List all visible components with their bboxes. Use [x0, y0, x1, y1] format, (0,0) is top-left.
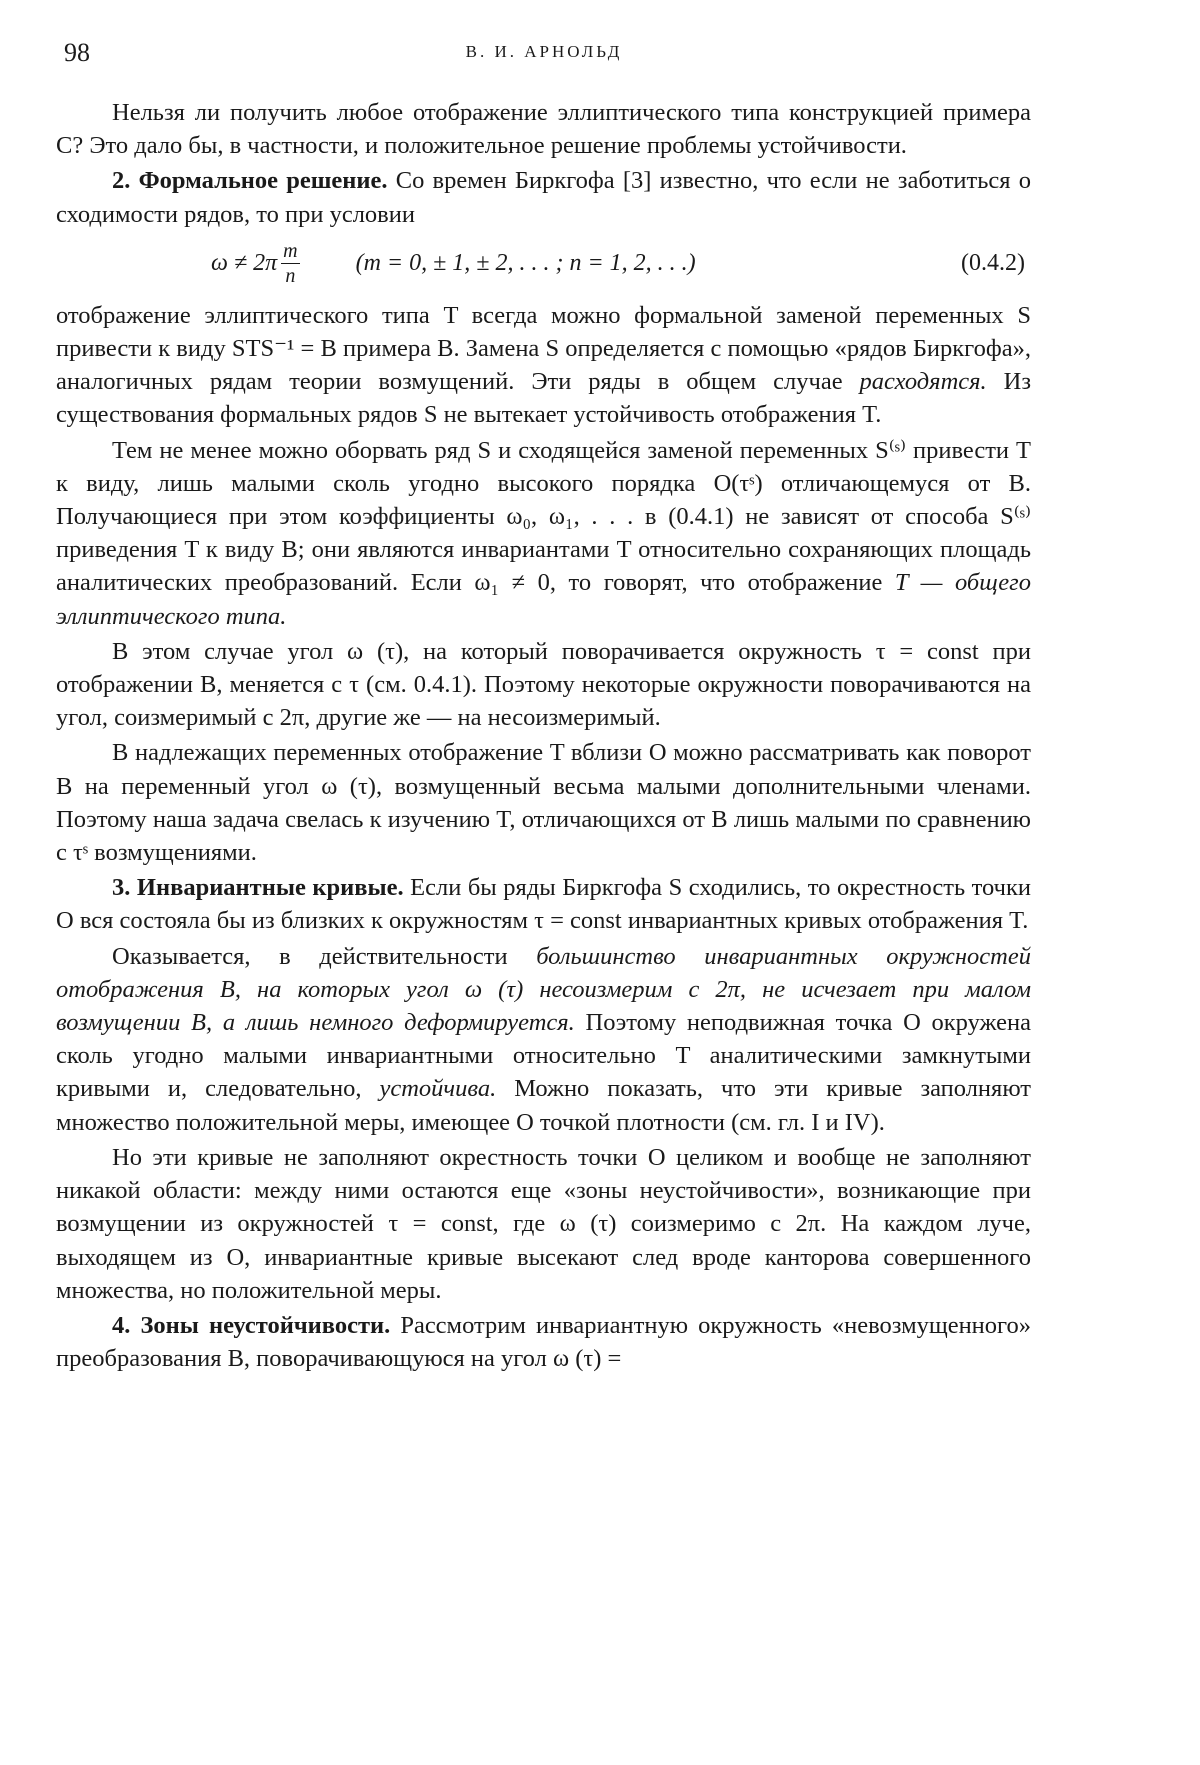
page-number: 98 — [64, 38, 90, 67]
italic-text: T — общего эллиптического типа. — [56, 569, 1031, 630]
equation-number: (0.4.2) — [961, 250, 1025, 277]
formula-fraction — [281, 241, 299, 286]
paragraph-text: Но эти кривые не заполняют окрестность точки O целиком и вообще не заполняют никакой области: между ними остаются еще «зоны неустойчивости», возникающие при возмущении из окружностей τ = const, где ω (τ) соизмеримо с 2π. На каждом луче, выходящем из O, инвариантные кривые высекают след вроде канторова совершенного множества, но положительной меры. — [56, 1143, 1031, 1304]
section-2-paragraph — [56, 164, 1031, 230]
section-heading: 3. Инвариантные кривые. — [112, 874, 404, 902]
paragraph-text: Если бы ряды Биркгофа S сходились, то окрестность точки O вся состояла бы из близких к окружностям τ = const инвариантных кривых отображения T. — [56, 874, 1032, 935]
paragraph — [56, 736, 1031, 869]
paragraph — [56, 299, 1031, 432]
paragraph-text: Оказывается, в действительности — [112, 942, 537, 970]
page-header — [64, 38, 1024, 78]
paragraph-text: Со времен Биркгофа [3] известно, что если не заботиться о сходимости рядов, то при условии — [56, 167, 1032, 228]
paragraph — [56, 434, 1031, 633]
paragraph — [56, 635, 1031, 735]
running-head: В. И. АРНОЛЬД — [465, 42, 623, 61]
page-body — [56, 96, 1031, 1377]
paragraph-text: Поэтому неподвижная точка O окружена сколь угодно малыми инвариантными относительно T аналитическими замкнутыми кривыми и, следовательно, — [56, 1009, 1031, 1103]
paragraph-text: В этом случае угол ω (τ), на который поворачивается окружность τ = const при отображении B, меняется с τ (см. 0.4.1). Поэтому некоторые окружности поворачиваются на угол, соизмеримый с 2π, другие же — на несоизмеримый. — [56, 637, 1031, 732]
paragraph — [56, 940, 1031, 1139]
italic-text: устойчива. — [379, 1075, 497, 1103]
fraction-numerator: m — [283, 240, 298, 263]
section-4-paragraph — [56, 1309, 1031, 1375]
paragraph-text: Нельзя ли получить любое отображение эллиптического типа конструкцией примера С? Это дало бы, в частности, и положительное решение проблемы устойчивости. — [56, 99, 1031, 160]
fraction-denominator: n — [285, 265, 296, 288]
paragraph-text: отображение эллиптического типа T всегда можно формальной заменой переменных S привести к виду STS⁻¹ = B примера B. Замена S определяется с помощью «рядов Биркгофа», аналогичных рядам теории возмущений. Эти ряды в общем случае — [56, 301, 1031, 396]
section-heading: 4. Зоны неустойчивости. — [112, 1311, 391, 1339]
paragraph-text: Из существования формальных рядов S не вытекает устойчивость отображения T. — [56, 368, 1031, 429]
italic-text: большинство инвариантных окружностей отображения B, на которых угол ω (τ) несоизмерим с 2π, не исчезает при малом возмущении B, а лишь немного деформируется. — [56, 942, 1031, 1037]
paragraph-text: Можно показать, что эти кривые заполняют множество положительной меры, имеющее O точкой плотности (см. гл. I и IV). — [56, 1075, 1032, 1136]
paragraph-text: В надлежащих переменных отображение T вблизи O можно рассматривать как поворот B на переменный угол ω (τ), возмущенный весьма малыми дополнительными членами. Поэтому наша задача свелась к изучению T, отличающихся от B лишь малыми по сравнению с τˢ возмущениями. — [56, 739, 1031, 867]
italic-text: расходятся. — [859, 368, 987, 396]
paragraph-text: Тем не менее можно оборвать ряд S и сходящейся заменой переменных S⁽ˢ⁾ привести T к виду, лишь малыми сколь угодно высокого порядка O(τˢ) отличающемуся от B. Получающиеся при этом коэффициенты ω₀, ω₁, . . . в (0.4.1) не зависят от способа S⁽ˢ⁾ приведения T к виду B; они являются инвариантами T относительно сохраняющих площадь аналитических преобразований. Если ω₁ ≠ 0, то говорят, что отображение — [56, 436, 1031, 597]
display-formula — [56, 235, 1031, 293]
formula-condition: (m = 0, ± 1, ± 2, . . . ; n = 1, 2, . . .) — [355, 250, 696, 277]
section-3-paragraph — [56, 871, 1031, 937]
formula-lhs-text: ω ≠ 2π — [211, 250, 278, 277]
paragraph — [56, 96, 1031, 162]
paragraph — [56, 1141, 1031, 1307]
section-heading: 2. Формальное решение. — [112, 167, 388, 195]
formula-lhs — [211, 241, 304, 286]
paragraph-text: Рассмотрим инвариантную окружность «невозмущенного» преобразования B, поворачивающуюся на угол ω (τ) = — [56, 1311, 1031, 1373]
